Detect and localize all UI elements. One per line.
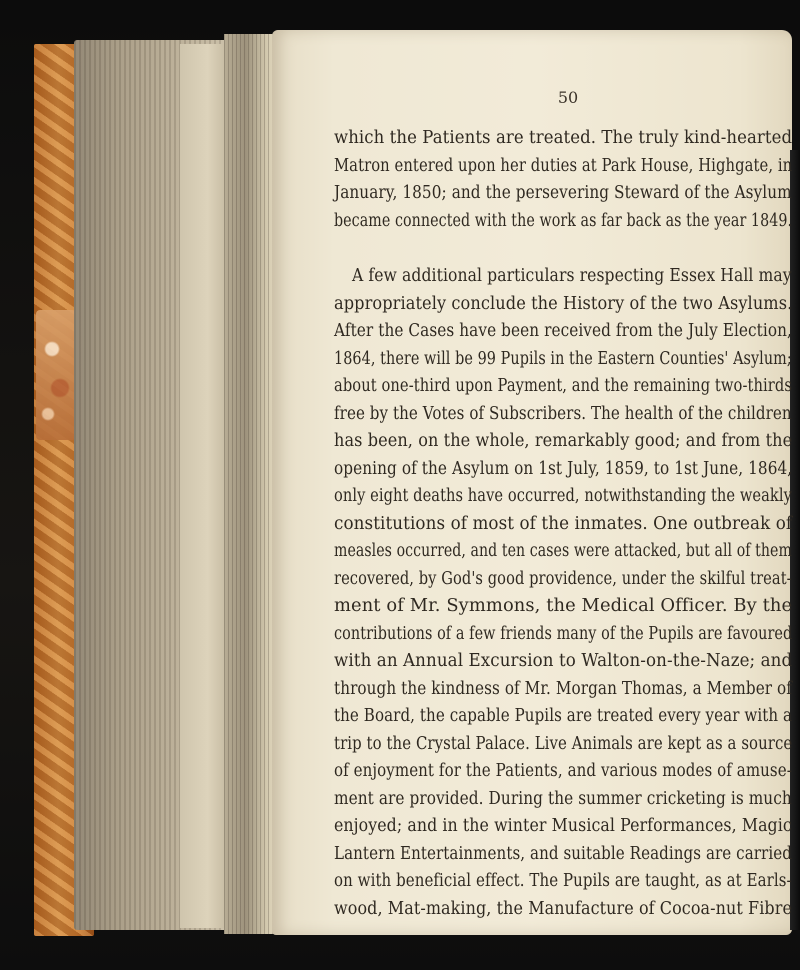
text-line: measles occurred, and ten cases were attacked, but all of them — [334, 541, 792, 561]
text-line: Matron entered upon her duties at Park House, Highgate, in — [334, 155, 793, 176]
text-line: recovered, by God's good providence, under the skilful treat- — [334, 568, 792, 589]
text-line: which the Patients are treated. The truly kind-hearted — [334, 128, 793, 148]
book-gutter — [224, 34, 278, 934]
text-line: has been, on the whole, remarkably good; and from the — [334, 431, 793, 451]
text-line: A few additional particulars respecting Essex Hall may — [352, 266, 792, 286]
text-line: After the Cases have been received from the July Election, — [334, 321, 792, 341]
text-line: ment are provided. During the summer cricketing is much — [334, 788, 792, 809]
text-line: became connected with the work as far back as the year 1849. — [334, 210, 793, 231]
text-line: through the kindness of Mr. Morgan Thomas, a Member of — [334, 678, 793, 699]
text-line: on with beneficial effect. The Pupils are taught, as at Earls- — [334, 871, 792, 891]
page-number: 50 — [557, 88, 579, 107]
cover-marble-pattern — [36, 310, 76, 440]
text-line: free by the Votes of Subscribers. The health of the children — [334, 403, 792, 424]
text-line: ment of Mr. Symmons, the Medical Officer. By the — [334, 596, 793, 616]
text-line: enjoyed; and in the winter Musical Performances, Magic — [334, 816, 792, 836]
text-line: contributions of a few friends many of the Pupils are favoured — [334, 623, 793, 644]
text-line: constitutions of most of the inmates. One outbreak of — [334, 513, 793, 534]
text-line: appropriately conclude the History of the two Asylums. — [334, 293, 793, 314]
text-line: about one-third upon Payment, and the remaining two-thirds — [334, 376, 792, 396]
text-line: wood, Mat-making, the Manufacture of Cocoa-nut Fibre — [334, 898, 792, 919]
text-line: with an Annual Excursion to Walton-on-the-Naze; and — [334, 651, 793, 671]
text-line: January, 1850; and the persevering Steward of the Asylum — [334, 183, 792, 203]
text-line: 1864, there will be 99 Pupils in the Eastern Counties' Asylum; — [334, 348, 792, 369]
text-line: opening of the Asylum on 1st July, 1859, to 1st June, 1864, — [334, 458, 793, 479]
text-line: the Board, the capable Pupils are treated every year with a — [334, 706, 793, 726]
page-edges-light — [180, 44, 226, 928]
text-line: of enjoyment for the Patients, and various modes of amuse- — [334, 761, 792, 781]
text-line: only eight deaths have occurred, notwithstanding the weakly — [334, 486, 792, 506]
text-line: Lantern Entertainments, and suitable Readings are carried — [334, 843, 792, 864]
text-line: trip to the Crystal Palace. Live Animals are kept as a source — [334, 733, 793, 754]
